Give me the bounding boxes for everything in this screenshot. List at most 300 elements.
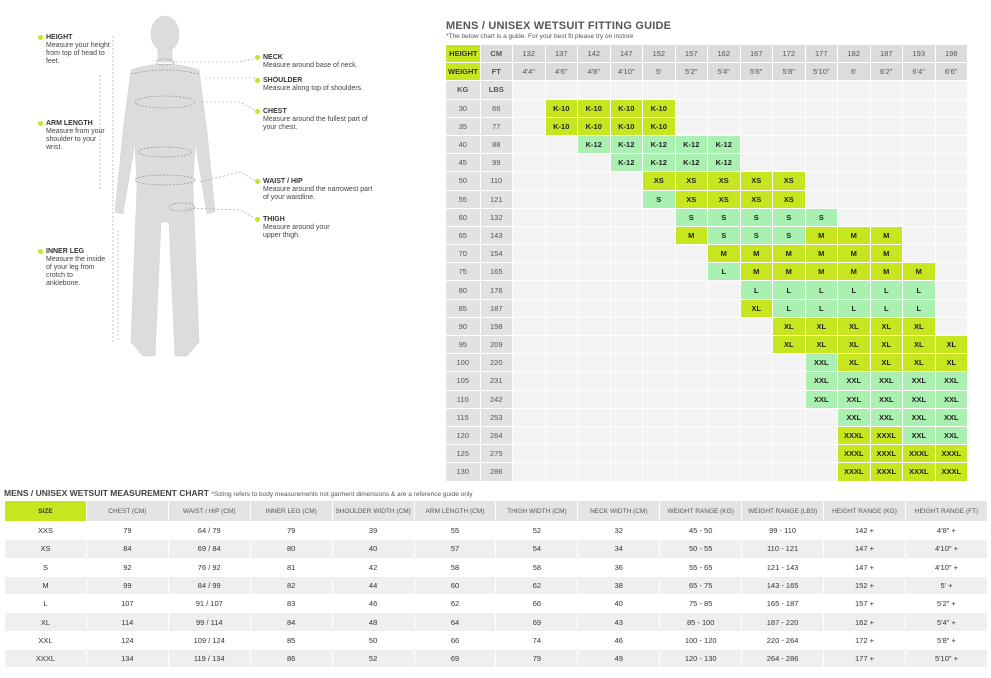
- measurement-value: 157 +: [824, 595, 906, 613]
- empty-cell: [545, 135, 578, 153]
- size-label: XXS: [5, 522, 87, 540]
- bullet-dot-icon: [255, 179, 260, 184]
- size-cell: XS: [708, 172, 741, 190]
- size-label: M: [5, 576, 87, 594]
- empty-cell: [903, 208, 936, 226]
- size-cell: S: [805, 208, 838, 226]
- size-cell: XL: [870, 317, 903, 335]
- column-header: HEIGHT RANGE (FT): [905, 501, 987, 522]
- weight-lbs: 231: [480, 372, 513, 390]
- empty-cell: [740, 445, 773, 463]
- empty-cell: [805, 190, 838, 208]
- empty-cell: [675, 408, 708, 426]
- weight-kg: 65: [446, 226, 481, 244]
- fit-row: [446, 372, 968, 390]
- size-cell: XXL: [838, 372, 871, 390]
- weight-kg: 70: [446, 245, 481, 263]
- empty-cell: [773, 99, 806, 117]
- fit-row: [446, 463, 968, 481]
- size-cell: XL: [870, 336, 903, 354]
- measurement-row: [5, 540, 988, 558]
- empty-cell: [870, 154, 903, 172]
- measurement-value: 4'10" +: [905, 540, 987, 558]
- size-cell: S: [708, 226, 741, 244]
- column-header: WEIGHT RANGE (KG): [660, 501, 742, 522]
- measurement-value: 79: [496, 650, 578, 668]
- column-header: SIZE: [5, 501, 87, 522]
- measurement-value: 124: [86, 631, 168, 649]
- measurement-value: 99: [86, 576, 168, 594]
- empty-cell: [675, 354, 708, 372]
- size-cell: K-10: [578, 99, 611, 117]
- empty-cell: [578, 336, 611, 354]
- empty-cell: [610, 190, 643, 208]
- empty-cell: [773, 354, 806, 372]
- empty-cell: [805, 463, 838, 481]
- empty-cell: [675, 445, 708, 463]
- height-cm-132: 132: [513, 45, 546, 63]
- empty-cell: [675, 317, 708, 335]
- measurement-chart-table: [4, 500, 988, 668]
- size-cell: L: [870, 281, 903, 299]
- size-cell: XXL: [805, 372, 838, 390]
- empty-cell: [935, 245, 968, 263]
- size-cell: L: [773, 281, 806, 299]
- empty-cell: [773, 426, 806, 444]
- measurement-row: [5, 650, 988, 668]
- size-cell: XXL: [838, 390, 871, 408]
- height-ft: 5'10": [805, 63, 838, 81]
- bullet-dot-icon: [38, 249, 43, 254]
- fit-row: [446, 226, 968, 244]
- fitting-guide-table: [445, 44, 968, 482]
- measurement-value: 50 - 55: [660, 540, 742, 558]
- empty-cell: [740, 135, 773, 153]
- measurement-note: *Sizing refers to body measurements not garment dimensions & are a reference guide only: [211, 491, 473, 498]
- empty-cell: [513, 226, 546, 244]
- empty-cell: [805, 99, 838, 117]
- measurement-chart-title: [4, 488, 473, 498]
- empty-cell: [740, 81, 773, 99]
- empty-cell: [870, 190, 903, 208]
- empty-cell: [805, 426, 838, 444]
- column-header: WEIGHT RANGE (LBS): [742, 501, 824, 522]
- empty-cell: [708, 354, 741, 372]
- size-cell: L: [805, 281, 838, 299]
- measurement-row: [5, 595, 988, 613]
- size-cell: XL: [805, 317, 838, 335]
- measurement-value: 40: [578, 595, 660, 613]
- fit-row: [446, 154, 968, 172]
- empty-cell: [675, 263, 708, 281]
- size-cell: M: [870, 245, 903, 263]
- height-cm-167: 167: [740, 45, 773, 63]
- size-label: L: [5, 595, 87, 613]
- height-ft: 5'4": [708, 63, 741, 81]
- empty-cell: [610, 172, 643, 190]
- weight-lbs: 121: [480, 190, 513, 208]
- empty-cell: [773, 81, 806, 99]
- empty-cell: [610, 408, 643, 426]
- height-ft: 4'8": [578, 63, 611, 81]
- measurement-value: 58: [496, 558, 578, 576]
- empty-cell: [610, 372, 643, 390]
- weight-kg: 40: [446, 135, 481, 153]
- size-cell: XS: [773, 172, 806, 190]
- empty-cell: [610, 390, 643, 408]
- empty-cell: [643, 372, 676, 390]
- empty-cell: [740, 354, 773, 372]
- measurement-value: 52: [332, 650, 414, 668]
- empty-cell: [643, 354, 676, 372]
- measurement-value: 83: [250, 595, 332, 613]
- fit-row: [446, 208, 968, 226]
- empty-cell: [643, 408, 676, 426]
- height-cm-142: 142: [578, 45, 611, 63]
- size-cell: S: [643, 190, 676, 208]
- empty-cell: [805, 81, 838, 99]
- size-cell: S: [773, 226, 806, 244]
- empty-cell: [675, 281, 708, 299]
- empty-cell: [805, 172, 838, 190]
- weight-kg: 90: [446, 317, 481, 335]
- empty-cell: [935, 154, 968, 172]
- measurement-value: 5'2" +: [905, 595, 987, 613]
- empty-cell: [610, 226, 643, 244]
- empty-cell: [578, 354, 611, 372]
- column-header: CHEST (CM): [86, 501, 168, 522]
- measurement-value: 34: [578, 540, 660, 558]
- empty-cell: [773, 154, 806, 172]
- measurement-value: 66: [496, 595, 578, 613]
- fit-row: [446, 354, 968, 372]
- empty-cell: [708, 281, 741, 299]
- fit-header-row-ft: [446, 63, 968, 81]
- weight-kg: 75: [446, 263, 481, 281]
- size-cell: K-12: [578, 135, 611, 153]
- measurement-value: 5'10" +: [905, 650, 987, 668]
- size-cell: M: [870, 226, 903, 244]
- weight-lbs: 220: [480, 354, 513, 372]
- height-ft: 4'4": [513, 63, 546, 81]
- weight-lbs: 209: [480, 336, 513, 354]
- empty-cell: [708, 390, 741, 408]
- weight-lbs: 176: [480, 281, 513, 299]
- bullet-dot-icon: [38, 35, 43, 40]
- empty-cell: [935, 263, 968, 281]
- height-ft: 5': [643, 63, 676, 81]
- size-cell: XL: [740, 299, 773, 317]
- fit-row: [446, 281, 968, 299]
- label-shoulder: SHOULDER Measure along top of shoulders.: [263, 77, 373, 93]
- size-cell: M: [838, 245, 871, 263]
- measurement-value: 82: [250, 576, 332, 594]
- weight-kg: 130: [446, 463, 481, 481]
- empty-cell: [545, 354, 578, 372]
- size-cell: K-12: [708, 154, 741, 172]
- fit-row: [446, 299, 968, 317]
- measurement-value: 220 - 264: [742, 631, 824, 649]
- weight-kg: 30: [446, 99, 481, 117]
- empty-cell: [545, 299, 578, 317]
- empty-cell: [545, 317, 578, 335]
- height-cm-172: 172: [773, 45, 806, 63]
- size-cell: K-12: [675, 154, 708, 172]
- weight-lbs: 99: [480, 154, 513, 172]
- empty-cell: [935, 190, 968, 208]
- measurement-value: 84: [250, 613, 332, 631]
- measurement-value: 5'4" +: [905, 613, 987, 631]
- label-arm-length: ARM LENGTH Measure from your shoulder to your wrist.: [46, 120, 106, 152]
- label-height: HEIGHT Measure your height from top of head to feet.: [46, 34, 116, 66]
- measurement-value: 187 - 220: [742, 613, 824, 631]
- size-cell: XXXL: [870, 445, 903, 463]
- size-cell: XL: [838, 336, 871, 354]
- empty-cell: [610, 263, 643, 281]
- size-cell: L: [708, 263, 741, 281]
- weight-lbs: 154: [480, 245, 513, 263]
- size-cell: M: [870, 263, 903, 281]
- empty-cell: [513, 317, 546, 335]
- empty-cell: [773, 445, 806, 463]
- fit-header-row-units: [446, 81, 968, 99]
- weight-kg: 125: [446, 445, 481, 463]
- measurement-value: 4'10" +: [905, 558, 987, 576]
- empty-cell: [935, 135, 968, 153]
- weight-kg: 120: [446, 426, 481, 444]
- cm-label: CM: [480, 45, 513, 63]
- size-cell: XXL: [870, 372, 903, 390]
- empty-cell: [838, 208, 871, 226]
- measurement-value: 66: [414, 631, 496, 649]
- ft-label: FT: [480, 63, 513, 81]
- empty-cell: [578, 190, 611, 208]
- empty-cell: [545, 208, 578, 226]
- height-cm-157: 157: [675, 45, 708, 63]
- empty-cell: [545, 154, 578, 172]
- empty-cell: [708, 81, 741, 99]
- bullet-dot-icon: [255, 217, 260, 222]
- column-header: NECK WIDTH (CM): [578, 501, 660, 522]
- empty-cell: [513, 426, 546, 444]
- measurement-value: 74: [496, 631, 578, 649]
- column-header: INNER LEG (CM): [250, 501, 332, 522]
- empty-cell: [870, 117, 903, 135]
- measurement-value: 107: [86, 595, 168, 613]
- empty-cell: [643, 445, 676, 463]
- measurement-value: 32: [578, 522, 660, 540]
- empty-cell: [675, 463, 708, 481]
- measurement-value: 79: [86, 522, 168, 540]
- weight-kg: 35: [446, 117, 481, 135]
- empty-cell: [513, 390, 546, 408]
- measurement-value: 81: [250, 558, 332, 576]
- empty-cell: [903, 81, 936, 99]
- empty-cell: [773, 463, 806, 481]
- label-neck: NECK Measure around base of neck.: [263, 54, 363, 70]
- size-cell: S: [773, 208, 806, 226]
- size-cell: L: [870, 299, 903, 317]
- empty-cell: [675, 336, 708, 354]
- size-cell: XS: [740, 172, 773, 190]
- empty-cell: [903, 190, 936, 208]
- empty-cell: [675, 117, 708, 135]
- empty-cell: [545, 81, 578, 99]
- empty-cell: [935, 208, 968, 226]
- empty-cell: [870, 208, 903, 226]
- empty-cell: [643, 463, 676, 481]
- size-cell: XXXL: [935, 463, 968, 481]
- empty-cell: [578, 208, 611, 226]
- measurement-value: 40: [332, 540, 414, 558]
- bullet-dot-icon: [255, 55, 260, 60]
- measurement-value: 62: [414, 595, 496, 613]
- measurement-value: 114: [86, 613, 168, 631]
- weight-lbs: 77: [480, 117, 513, 135]
- size-cell: L: [903, 281, 936, 299]
- measurement-value: 172 +: [824, 631, 906, 649]
- bullet-dot-icon: [255, 78, 260, 83]
- fit-row: [446, 263, 968, 281]
- empty-cell: [513, 445, 546, 463]
- measurement-value: 264 - 286: [742, 650, 824, 668]
- size-cell: XS: [773, 190, 806, 208]
- empty-cell: [643, 226, 676, 244]
- size-label: XS: [5, 540, 87, 558]
- height-ft: 5'2": [675, 63, 708, 81]
- measurement-value: 64 / 79: [168, 522, 250, 540]
- weight-lbs: 187: [480, 299, 513, 317]
- size-cell: XXL: [805, 354, 838, 372]
- size-cell: K-12: [643, 135, 676, 153]
- size-cell: XXXL: [838, 445, 871, 463]
- measurement-value: 147 +: [824, 540, 906, 558]
- empty-cell: [545, 226, 578, 244]
- measurement-value: 69: [496, 613, 578, 631]
- measurement-value: 162 +: [824, 613, 906, 631]
- size-cell: XXL: [903, 408, 936, 426]
- height-ft: 6'6": [935, 63, 968, 81]
- measurement-value: 69 / 84: [168, 540, 250, 558]
- empty-cell: [513, 463, 546, 481]
- empty-cell: [578, 317, 611, 335]
- measurement-row: [5, 558, 988, 576]
- empty-cell: [513, 281, 546, 299]
- fit-row: [446, 245, 968, 263]
- height-cm-137: 137: [545, 45, 578, 63]
- size-cell: XXL: [838, 408, 871, 426]
- weight-kg: 95: [446, 336, 481, 354]
- measurement-value: 65 - 75: [660, 576, 742, 594]
- fit-row: [446, 190, 968, 208]
- empty-cell: [903, 99, 936, 117]
- empty-cell: [740, 154, 773, 172]
- size-cell: S: [675, 208, 708, 226]
- empty-cell: [513, 263, 546, 281]
- size-cell: XXXL: [935, 445, 968, 463]
- empty-cell: [870, 81, 903, 99]
- size-cell: XXL: [903, 426, 936, 444]
- size-cell: XL: [805, 336, 838, 354]
- weight-lbs: 132: [480, 208, 513, 226]
- empty-cell: [545, 463, 578, 481]
- empty-cell: [903, 226, 936, 244]
- height-ft: 6': [838, 63, 871, 81]
- fit-row: [446, 117, 968, 135]
- size-cell: L: [740, 281, 773, 299]
- empty-cell: [740, 99, 773, 117]
- fit-row: [446, 99, 968, 117]
- fit-row: [446, 390, 968, 408]
- fitting-guide-title: MENS / UNISEX WETSUIT FITTING GUIDE: [446, 20, 672, 32]
- height-cm-187: 187: [870, 45, 903, 63]
- column-header: ARM LENGTH (CM): [414, 501, 496, 522]
- empty-cell: [513, 208, 546, 226]
- empty-cell: [578, 245, 611, 263]
- fit-row: [446, 317, 968, 335]
- empty-cell: [805, 445, 838, 463]
- height-ft: 4'6": [545, 63, 578, 81]
- empty-cell: [675, 426, 708, 444]
- size-cell: M: [675, 226, 708, 244]
- measurement-value: 120 - 130: [660, 650, 742, 668]
- empty-cell: [513, 81, 546, 99]
- empty-cell: [610, 463, 643, 481]
- empty-cell: [610, 208, 643, 226]
- empty-cell: [773, 372, 806, 390]
- empty-cell: [513, 372, 546, 390]
- size-cell: M: [805, 245, 838, 263]
- empty-cell: [805, 408, 838, 426]
- empty-cell: [578, 299, 611, 317]
- empty-cell: [773, 117, 806, 135]
- column-header: SHOULDER WIDTH (CM): [332, 501, 414, 522]
- lbs-label: LBS: [480, 81, 513, 99]
- measurement-row: [5, 522, 988, 540]
- empty-cell: [740, 463, 773, 481]
- empty-cell: [740, 372, 773, 390]
- column-header: WAIST / HIP (CM): [168, 501, 250, 522]
- size-cell: XL: [935, 336, 968, 354]
- empty-cell: [675, 81, 708, 99]
- measurement-value: 39: [332, 522, 414, 540]
- empty-cell: [935, 172, 968, 190]
- size-cell: K-10: [643, 99, 676, 117]
- height-cm-152: 152: [643, 45, 676, 63]
- empty-cell: [935, 117, 968, 135]
- empty-cell: [773, 408, 806, 426]
- measurement-value: 46: [332, 595, 414, 613]
- empty-cell: [513, 299, 546, 317]
- empty-cell: [578, 463, 611, 481]
- empty-cell: [643, 426, 676, 444]
- size-cell: XL: [838, 317, 871, 335]
- weight-kg: 110: [446, 390, 481, 408]
- size-cell: XS: [740, 190, 773, 208]
- empty-cell: [513, 172, 546, 190]
- size-cell: XL: [903, 317, 936, 335]
- size-cell: S: [740, 208, 773, 226]
- weight-lbs: 264: [480, 426, 513, 444]
- size-cell: XL: [838, 354, 871, 372]
- size-cell: K-12: [610, 135, 643, 153]
- measurement-value: 84: [86, 540, 168, 558]
- weight-lbs: 253: [480, 408, 513, 426]
- measurement-value: 46: [578, 631, 660, 649]
- empty-cell: [773, 390, 806, 408]
- empty-cell: [675, 390, 708, 408]
- empty-cell: [675, 99, 708, 117]
